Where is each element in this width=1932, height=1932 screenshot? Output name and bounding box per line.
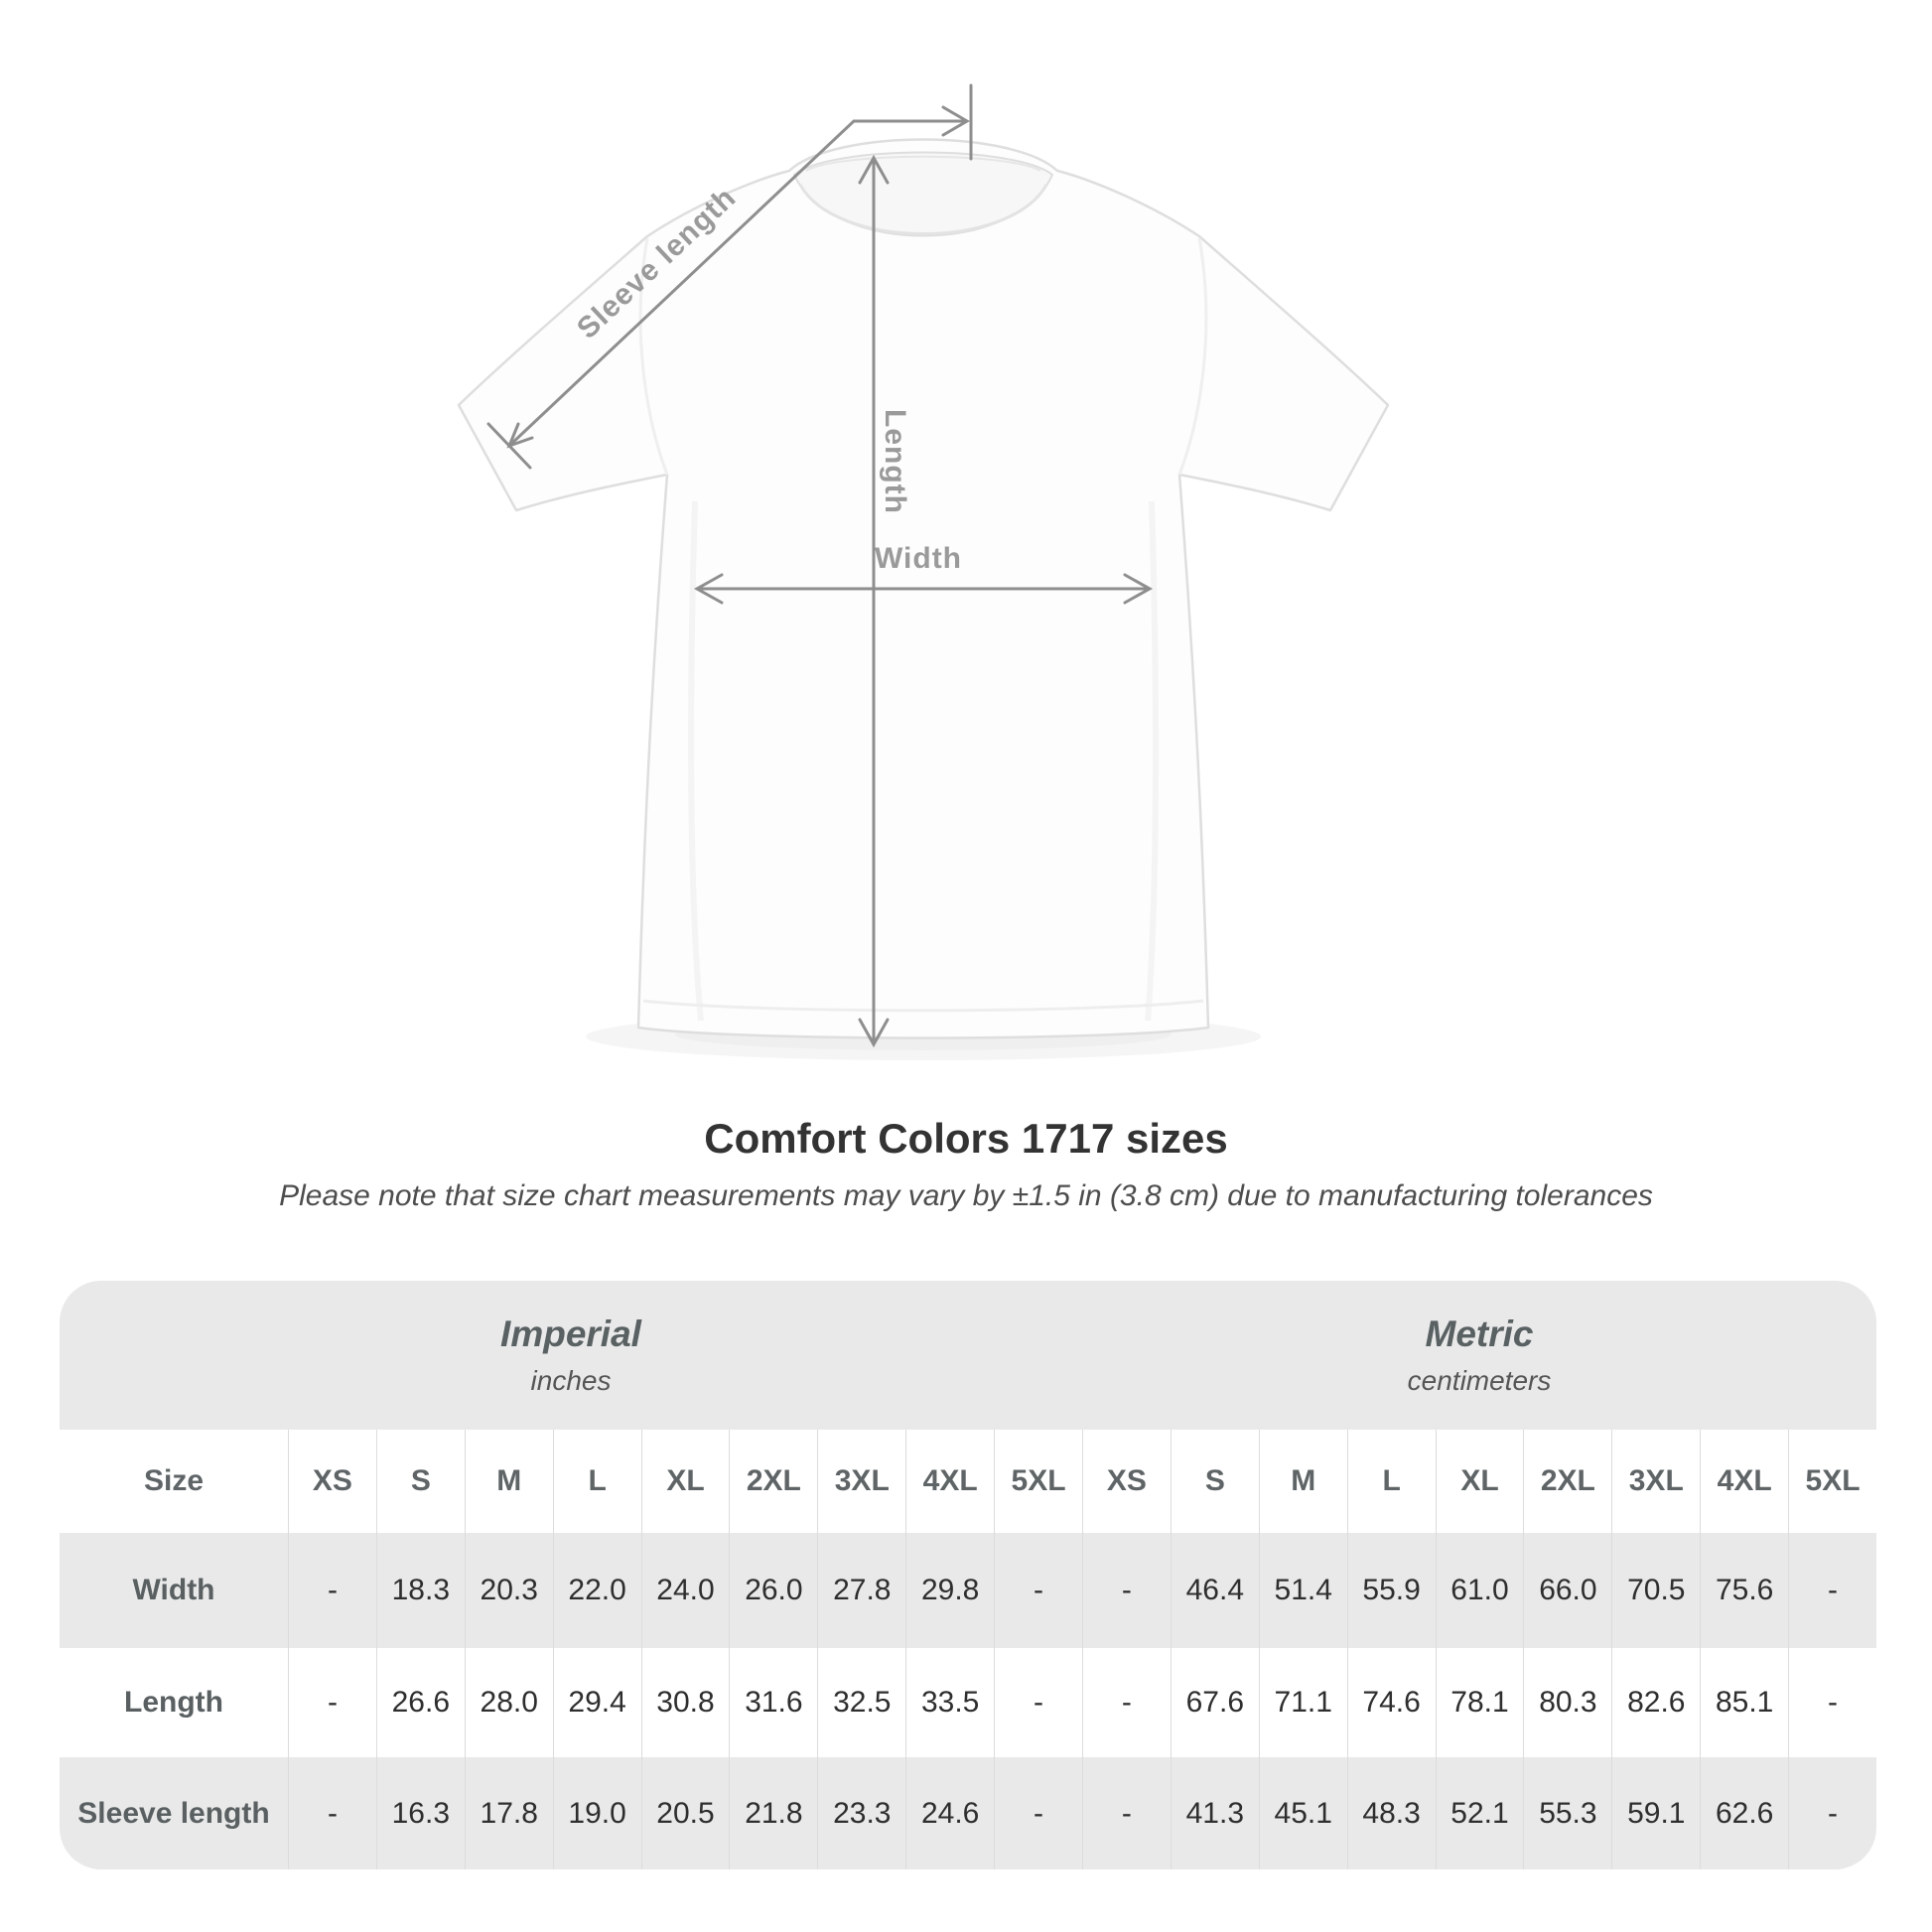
size-header-cell: S xyxy=(1171,1430,1259,1533)
size-header-cell: 4XL xyxy=(905,1430,994,1533)
table-row-sleeve-length xyxy=(60,1757,1876,1869)
size-header-cell: M xyxy=(1259,1430,1347,1533)
size-header-row xyxy=(60,1430,1876,1533)
value-cell: - xyxy=(1788,1533,1876,1648)
size-header-cell: 2XL xyxy=(1523,1430,1611,1533)
imperial-group-header xyxy=(60,1281,1082,1430)
value-cell: 21.8 xyxy=(729,1757,817,1869)
value-cell: 18.3 xyxy=(376,1533,465,1648)
imperial-unit-label: inches xyxy=(530,1365,612,1396)
value-cell: 24.6 xyxy=(905,1757,994,1869)
value-cell: 29.8 xyxy=(905,1533,994,1648)
value-cell: 30.8 xyxy=(641,1648,730,1757)
value-cell: 28.0 xyxy=(465,1648,553,1757)
row-label: Sleeve length xyxy=(77,1796,270,1830)
value-cell: 59.1 xyxy=(1611,1757,1700,1869)
size-header-cell: S xyxy=(376,1430,465,1533)
unit-group-row xyxy=(60,1281,1876,1430)
value-cell: 19.0 xyxy=(553,1757,641,1869)
value-cell: 62.6 xyxy=(1700,1757,1788,1869)
title-block xyxy=(0,1114,1932,1213)
value-cell: 16.3 xyxy=(376,1757,465,1869)
width-label: Width xyxy=(874,542,963,575)
value-cell: - xyxy=(1788,1648,1876,1757)
value-cell: 85.1 xyxy=(1700,1648,1788,1757)
size-header-cell: L xyxy=(1347,1430,1436,1533)
value-cell: 70.5 xyxy=(1611,1533,1700,1648)
value-cell: 26.6 xyxy=(376,1648,465,1757)
value-cell: 27.8 xyxy=(817,1533,905,1648)
value-cell: 55.9 xyxy=(1347,1533,1436,1648)
value-cell: 41.3 xyxy=(1171,1757,1259,1869)
value-cell: 48.3 xyxy=(1347,1757,1436,1869)
value-cell: - xyxy=(1788,1757,1876,1869)
value-cell: 22.0 xyxy=(553,1533,641,1648)
size-column-header: Size xyxy=(143,1464,205,1497)
size-header-cell: 5XL xyxy=(994,1430,1082,1533)
value-cell: 82.6 xyxy=(1611,1648,1700,1757)
page-title: Comfort Colors 1717 sizes xyxy=(704,1115,1228,1162)
size-header-cell: XS xyxy=(1082,1430,1171,1533)
value-cell: - xyxy=(288,1648,376,1757)
value-cell: 46.4 xyxy=(1171,1533,1259,1648)
length-label: Length xyxy=(879,409,911,514)
value-cell: 45.1 xyxy=(1259,1757,1347,1869)
metric-group-header xyxy=(1082,1281,1876,1430)
table-row-length xyxy=(60,1648,1876,1757)
value-cell: - xyxy=(994,1648,1082,1757)
sleeve-length-label: Sleeve length xyxy=(571,181,743,345)
tolerance-note: Please note that size chart measurements may vary by ±1.5 in (3.8 cm) due to manufacturing tolerances xyxy=(279,1179,1653,1212)
size-header-cell: XL xyxy=(1436,1430,1524,1533)
value-cell: 31.6 xyxy=(729,1648,817,1757)
imperial-label: Imperial xyxy=(500,1313,641,1354)
size-header-cell: L xyxy=(553,1430,641,1533)
value-cell: 24.0 xyxy=(641,1533,730,1648)
value-cell: 74.6 xyxy=(1347,1648,1436,1757)
value-cell: 67.6 xyxy=(1171,1648,1259,1757)
value-cell: 23.3 xyxy=(817,1757,905,1869)
table-row-width xyxy=(60,1533,1876,1648)
size-header-cell: 2XL xyxy=(729,1430,817,1533)
value-cell: 20.5 xyxy=(641,1757,730,1869)
value-cell: 78.1 xyxy=(1436,1648,1524,1757)
row-label: Width xyxy=(132,1574,215,1606)
value-cell: - xyxy=(994,1533,1082,1648)
size-header-cell: 3XL xyxy=(1611,1430,1700,1533)
value-cell: 80.3 xyxy=(1523,1648,1611,1757)
metric-label: Metric xyxy=(1425,1313,1534,1354)
value-cell: - xyxy=(1082,1533,1171,1648)
size-header-cell: 4XL xyxy=(1700,1430,1788,1533)
value-cell: 32.5 xyxy=(817,1648,905,1757)
value-cell: 61.0 xyxy=(1436,1533,1524,1648)
value-cell: 51.4 xyxy=(1259,1533,1347,1648)
value-cell: - xyxy=(994,1757,1082,1869)
value-cell: 29.4 xyxy=(553,1648,641,1757)
size-header-cell: XL xyxy=(641,1430,730,1533)
value-cell: - xyxy=(1082,1648,1171,1757)
value-cell: - xyxy=(288,1533,376,1648)
metric-unit-label: centimeters xyxy=(1407,1365,1552,1396)
value-cell: 66.0 xyxy=(1523,1533,1611,1648)
value-cell: 55.3 xyxy=(1523,1757,1611,1869)
value-cell: 75.6 xyxy=(1700,1533,1788,1648)
value-cell: 71.1 xyxy=(1259,1648,1347,1757)
row-label: Length xyxy=(124,1686,223,1719)
value-cell: - xyxy=(1082,1757,1171,1869)
value-cell: 26.0 xyxy=(729,1533,817,1648)
size-header-cell: 3XL xyxy=(817,1430,905,1533)
value-cell: 52.1 xyxy=(1436,1757,1524,1869)
value-cell: 33.5 xyxy=(905,1648,994,1757)
size-table xyxy=(60,1281,1876,1869)
size-header-cell: M xyxy=(465,1430,553,1533)
size-header-cell: XS xyxy=(288,1430,376,1533)
value-cell: 17.8 xyxy=(465,1757,553,1869)
value-cell: 20.3 xyxy=(465,1533,553,1648)
size-header-cell: 5XL xyxy=(1788,1430,1876,1533)
value-cell: - xyxy=(288,1757,376,1869)
